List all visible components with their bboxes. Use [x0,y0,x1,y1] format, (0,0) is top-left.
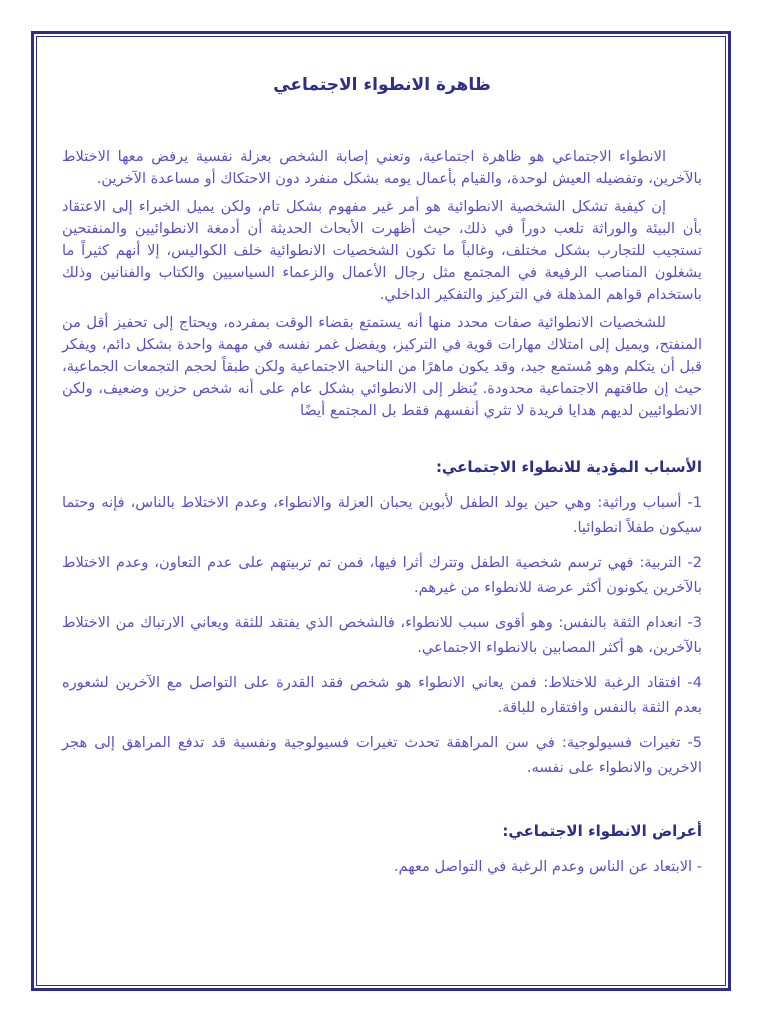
document-body [62,74,702,889]
symptoms-heading: أعراض الانطواء الاجتماعي: [502,822,702,840]
formation-paragraph: إن كيفية تشكل الشخصية الانطوائية هو أمر غير مفهوم بشكل تام، ولكن يميل الخبراء إلى الاعتقاد بأن البيئة والوراثة تلعب دوراً في ذلك، حيث أظهرت الأبحاث الحديثة أن أدمغة الانطوائيين والمنفتحين تستجيب للتجارب بشكل مختلف، وغالباً ما تكون الشخصيات الانطوائية خلف الكواليس، إلا أنهم كثيراً ما يشغلون المناصب الرفيعة في المجتمع مثل رجال الأعمال والزعماء السياسيين والكتاب والفنانين وذلك باستخدام قواهم المذهلة في التركيز والتفكير الداخلي. [62,198,702,303]
causes-heading: الأسباب المؤدية للانطواء الاجتماعي: [435,458,702,476]
cause-item-5: 5- تغيرات فسيولوجية: في سن المراهقة تحدث تغيرات فسيولوجية ونفسية قد تدفع المراهق إلى هجر الاخرين والانطواء على نفسه. [62,734,702,776]
cause-item-4: 4- افتقاد الرغبة للاختلاط: فمن يعاني الانطواء هو شخص فقد القدرة على التواصل مع الآخرين لشعوره بعدم الثقة بالنفس وافتقاره للباقة. [62,674,702,716]
cause-item-2: 2- التربية: فهي ترسم شخصية الطفل وتترك أثرا فيها، فمن تم تربيتهم على عدم التعاون، وعدم الاختلاط بالآخرين يكونون أكثر عرضة للانطواء من غيرهم. [62,554,702,596]
cause-item-3: 3- انعدام الثقة بالنفس: وهو أقوى سبب للانطواء، فالشخص الذي يفتقد للثقة ويعاني الارتباك من الاختلاط بالآخرين، هو أكثر المصابين بالانطواء الاجتماعي. [62,614,702,656]
document-title: ظاهرة الانطواء الاجتماعي [273,75,491,95]
symptom-item-1: - الابتعاد عن الناس وعدم الرغبة في التواصل معهم. [393,858,702,875]
cause-item-1: 1- أسباب وراثية: وهي حين يولد الطفل لأبوين يحبان العزلة والانطواء، وعدم الاختلاط بالناس، فإنه وحتما سيكون طفلاً انطوائيا. [62,494,702,536]
intro-paragraph: الانطواء الاجتماعي هو ظاهرة اجتماعية، وتعني إصابة الشخص بعزلة نفسية يرفض معها الاختلاط بالآخرين، وتفضيله العيش لوحدة، والقيام بأعمال يومه بشكل منفرد دون الاحتكاك أو مساعدة الآخرين. [62,148,702,187]
traits-paragraph: للشخصيات الانطوائية صفات محدد منها أنه يستمتع بقضاء الوقت بمفرده، ويحتاج إلى تحفيز أقل من المنفتح، ويميل إلى امتلاك مهارات قوية في التركيز، ويفضل غمر نفسه في مهمة واحدة بشكل دائم، ويفكر قبل أن يتكلم وهو مُستمع جيد، وقد يكون ماهرًا من الناحية الاجتماعية ولكن طبقاً لحجم التجمعات الجماعية، حيث إن طاقتهم الاجتماعية محدودة. يُنظر إلى الانطوائي بشكل عام على أنه شخص حزين وضعيف، ولكن الانطوائيين لديهم هدايا فريدة لا تثري أنفسهم فقط بل المجتمع أيضًا [62,314,702,419]
